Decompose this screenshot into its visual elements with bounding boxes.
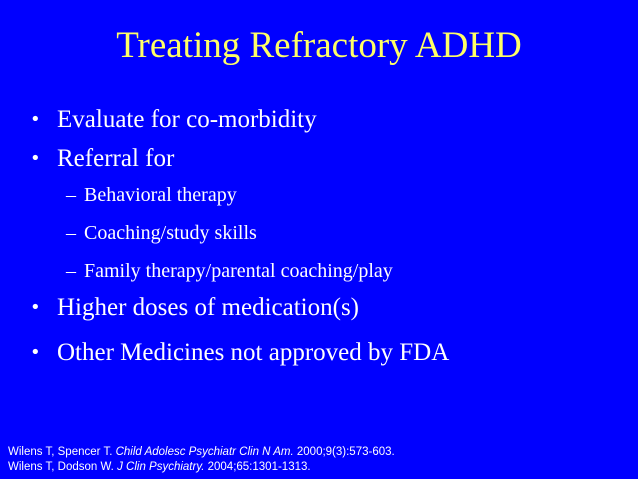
sub-bullet-item (66, 183, 237, 207)
dash-icon: – (66, 260, 76, 282)
reference-citation: 2004;65:1301-1313. (204, 461, 311, 473)
reference-line (8, 460, 395, 475)
sub-bullet-text: Coaching/study skills (84, 222, 257, 244)
bullet-item (30, 293, 359, 323)
bullet-text: Other Medicines not approved by FDA (57, 339, 450, 366)
bullet-item (30, 338, 449, 368)
references (8, 445, 395, 475)
bullet-icon: • (30, 148, 41, 169)
dash-icon: – (66, 184, 76, 206)
bullet-text: Higher doses of medication(s) (57, 294, 360, 321)
reference-authors: Wilens T, Spencer T. (8, 446, 116, 458)
sub-bullet-text: Family therapy/parental coaching/play (84, 260, 393, 282)
slide-title: Treating Refractory ADHD (116, 25, 522, 66)
sub-bullet-item (66, 221, 257, 245)
bullet-item (30, 105, 317, 135)
sub-bullet-item (66, 259, 393, 283)
bullet-icon: • (30, 342, 41, 363)
reference-journal: Child Adolesc Psychiatr Clin N Am. (115, 446, 294, 458)
reference-line (8, 445, 395, 460)
sub-bullet-text: Behavioral therapy (84, 184, 237, 206)
reference-citation: 2000;9(3):573-603. (293, 446, 395, 458)
reference-authors: Wilens T, Dodson W. (8, 461, 118, 473)
reference-journal: J Clin Psychiatry. (117, 461, 205, 473)
bullet-item (30, 144, 174, 174)
dash-icon: – (66, 222, 76, 244)
bullet-text: Evaluate for co-morbidity (57, 106, 317, 133)
bullet-icon: • (30, 109, 41, 130)
bullet-icon: • (30, 297, 41, 318)
bullet-text: Referral for (57, 145, 175, 172)
